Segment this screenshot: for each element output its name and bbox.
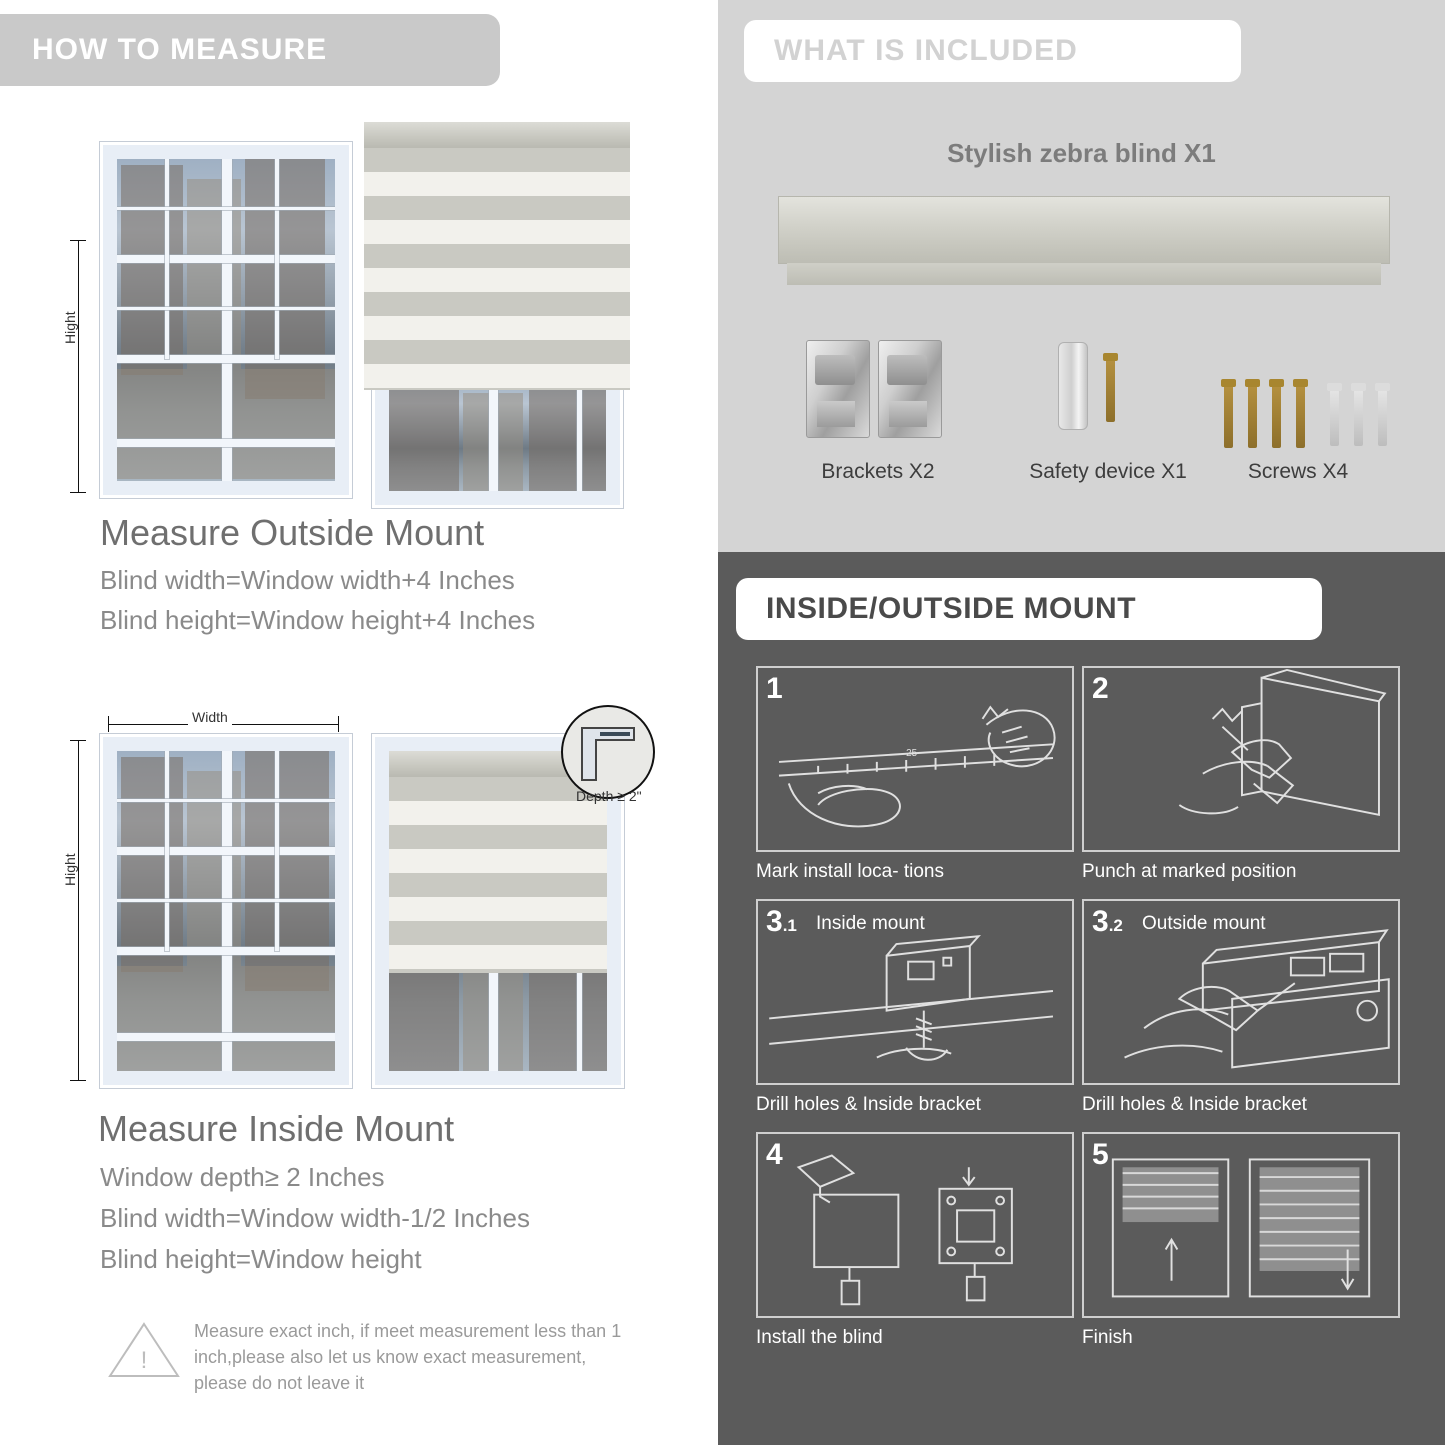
screw-3	[1272, 384, 1281, 448]
outside-mount-line-1: Blind width=Window width+4 Inches	[100, 565, 515, 595]
anchor-1	[1330, 388, 1339, 446]
brackets-label: Brackets X2	[821, 460, 935, 483]
step-3-2-number	[1092, 905, 1123, 939]
window-glass	[117, 159, 335, 481]
step-3-2-image	[1082, 899, 1400, 1085]
inside-mount-line-1: Window depth≥ 2 Inches	[100, 1162, 385, 1192]
screw-4	[1296, 384, 1305, 448]
screw-2	[1248, 384, 1257, 448]
step-3-2-inline-label: Outside mount	[1142, 913, 1266, 934]
step-5	[1082, 1132, 1400, 1349]
step-1-sketch	[758, 668, 1072, 850]
inside-mount-line-3: Blind height=Window height	[100, 1244, 422, 1274]
outside-height-label: Hight	[62, 307, 78, 348]
included-main-item-label: Stylish zebra blind X1	[947, 138, 1216, 168]
step-2	[1082, 666, 1400, 883]
inside-outside-mount-panel	[718, 552, 1445, 1445]
svg-text:25: 25	[906, 748, 918, 760]
inside-width-label: Width	[188, 709, 232, 725]
whats-included-banner: WHAT IS INCLUDED	[744, 20, 1241, 82]
depth-label: Depth ≥ 2"	[576, 788, 642, 804]
how-to-measure-column	[0, 0, 718, 1445]
step-1	[756, 666, 1074, 883]
tick	[70, 240, 86, 241]
right-column	[718, 0, 1445, 1445]
tick	[338, 716, 339, 732]
step-2-caption: Punch at marked position	[1082, 861, 1297, 882]
zebra-blind-outside	[364, 122, 630, 390]
measure-note	[108, 1318, 628, 1396]
step-3-2-number-sub: .2	[1108, 916, 1123, 935]
step-1-number: 1	[766, 672, 783, 705]
step-3-1-number	[766, 905, 797, 939]
window-glass	[117, 751, 335, 1071]
inside-height-label: Hight	[62, 849, 78, 890]
step-4-caption: Install the blind	[756, 1327, 883, 1348]
how-to-measure-banner: HOW TO MEASURE	[0, 14, 500, 86]
warning-icon	[108, 1318, 180, 1380]
outside-mount-illustration	[0, 100, 718, 500]
step-3-1-number-sub: .1	[782, 916, 797, 935]
step-5-sketch	[1084, 1134, 1398, 1316]
step-1-image	[756, 666, 1074, 852]
svg-text:!: !	[140, 1347, 148, 1374]
outside-mount-title: Measure Outside Mount	[100, 512, 485, 553]
step-2-image	[1082, 666, 1400, 852]
step-4-sketch	[758, 1134, 1072, 1316]
safety-device-label: Safety device X1	[1029, 460, 1187, 483]
measure-note-text: Measure exact inch, if meet measurement less than 1 inch,please also let us know exact measurement, please do not leave it	[194, 1321, 622, 1394]
step-4	[756, 1132, 1074, 1349]
screws-label: Screws X4	[1247, 460, 1349, 483]
outside-height-arrow	[78, 240, 79, 492]
tick	[70, 740, 86, 741]
whats-included-panel	[718, 0, 1445, 552]
step-3-2-number-main: 3	[1092, 905, 1109, 938]
inside-mount-line-2: Blind width=Window width-1/2 Inches	[100, 1203, 530, 1233]
inside-outside-mount-banner: INSIDE/OUTSIDE MOUNT	[736, 578, 1322, 640]
inside-height-arrow	[78, 740, 79, 1080]
step-5-caption: Finish	[1082, 1327, 1133, 1348]
steps-grid	[756, 666, 1408, 1365]
safety-screw	[1106, 358, 1115, 422]
step-3-1-image	[756, 899, 1074, 1085]
bracket-part-1	[806, 340, 870, 438]
outside-mount-line-2: Blind height=Window height+4 Inches	[100, 605, 536, 635]
zebra-blind-product	[778, 196, 1390, 264]
step-5-image	[1082, 1132, 1400, 1318]
step-3-1-number-main: 3	[766, 905, 783, 938]
step-1-caption: Mark install loca- tions	[756, 861, 944, 882]
bracket-part-2	[878, 340, 942, 438]
anchor-3	[1378, 388, 1387, 446]
step-4-image	[756, 1132, 1074, 1318]
step-3-1-caption: Drill holes & Inside bracket	[756, 1094, 981, 1115]
step-2-number: 2	[1092, 672, 1109, 705]
step-2-sketch	[1084, 668, 1398, 850]
step-3-2	[1082, 899, 1400, 1116]
window-glass	[389, 379, 606, 491]
step-3-1-inline-label: Inside mount	[816, 913, 925, 934]
inside-mount-illustration	[0, 700, 718, 1100]
step-4-number: 4	[766, 1138, 783, 1171]
step-5-number: 5	[1092, 1138, 1109, 1171]
tick	[70, 492, 86, 493]
tick	[108, 716, 109, 732]
safety-device-part	[1058, 342, 1088, 430]
inside-mount-title: Measure Inside Mount	[98, 1108, 455, 1149]
step-3-1	[756, 899, 1074, 1116]
anchor-2	[1354, 388, 1363, 446]
tick	[70, 1080, 86, 1081]
screw-1	[1224, 384, 1233, 448]
step-3-2-caption: Drill holes & Inside bracket	[1082, 1094, 1307, 1115]
window-inside	[100, 734, 352, 1088]
window-outside	[100, 142, 352, 498]
